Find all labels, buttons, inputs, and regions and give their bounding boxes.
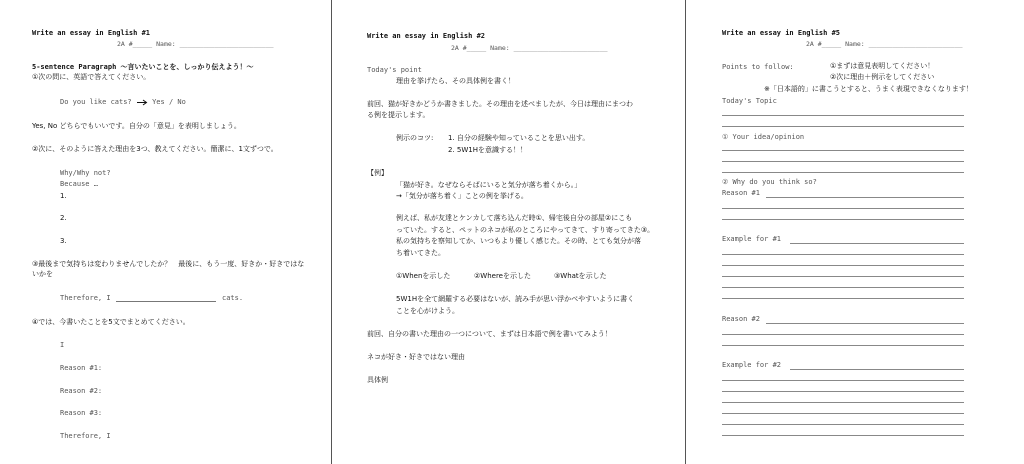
- example-line-2: →「気分が落ち着く」ことの例を挙げる。: [396, 192, 528, 200]
- todays-topic-label: Today's Topic: [722, 97, 777, 105]
- reason-2-label: Reason #2: [722, 315, 760, 323]
- therefore-label: Therefore, I: [60, 294, 111, 302]
- example-line-1: 「猫が好き。なぜならそばにいると気分が落ち着くから。」: [396, 181, 582, 189]
- writing-line[interactable]: [722, 172, 964, 173]
- w1h-note-cont: ことを心がけよう。: [396, 307, 459, 315]
- page-title: Write an essay in English #5: [722, 29, 841, 37]
- class-name-field: 2A #_____ Name: ________________________: [117, 40, 274, 48]
- writing-line[interactable]: [722, 126, 964, 127]
- example-1-label: Example for #1: [722, 235, 782, 243]
- reason-number-1: 1.: [60, 192, 67, 200]
- points-label: Points to follow:: [722, 63, 794, 71]
- what-note: ③Whatを示した: [554, 272, 607, 280]
- writing-line[interactable]: [790, 369, 964, 370]
- page-title: Write an essay in English #2: [367, 32, 486, 40]
- writing-line[interactable]: [722, 254, 964, 255]
- writing-line[interactable]: [722, 298, 964, 299]
- specific-example-label: 具体例: [367, 376, 388, 384]
- reason-label: ネコが好き・好きではない理由: [367, 353, 465, 361]
- summary-i: I: [60, 341, 65, 349]
- todays-point-text: 理由を挙げたら、その具体例を書く！: [396, 77, 515, 85]
- answer-blank-line[interactable]: [116, 301, 216, 302]
- point-1: ①まずは意見表明してください！: [830, 62, 935, 70]
- writing-line[interactable]: [722, 115, 964, 116]
- page-title: Write an essay in English #1: [32, 29, 151, 37]
- class-name-field: 2A #_____ Name: ________________________: [806, 40, 963, 48]
- writing-line[interactable]: [722, 345, 964, 346]
- writing-line[interactable]: [766, 197, 964, 198]
- idea-label: ① Your idea/opinion: [722, 133, 805, 141]
- because-label: Because …: [60, 180, 98, 188]
- where-note: ②Whereを示した: [474, 272, 531, 280]
- worksheet-page-2: [332, 0, 684, 464]
- question-line: [60, 98, 186, 107]
- writing-line[interactable]: [722, 161, 964, 162]
- example-2-label: Example for #2: [722, 361, 782, 369]
- todays-point-label: Today's point: [367, 66, 422, 74]
- tip-1: 1. 自分の経験や知っていることを思い出す。: [448, 134, 590, 142]
- reason-number-2: 2.: [60, 214, 67, 222]
- intro-text: 前回、猫が好きかどうか書きました。その理由を述べましたが、今日は理由にまつわ: [367, 100, 633, 108]
- writing-line[interactable]: [766, 323, 964, 324]
- cats-label: cats.: [222, 294, 244, 302]
- writing-line[interactable]: [790, 243, 964, 244]
- instruction-step-3: ③最後まで気持ちは変わりませんでしたか？ 最後に、もう一度、好きか・好きではな: [32, 260, 305, 268]
- last-time-instruction: 前回、自分の書いた理由の一つについて、まずは日本語で例を書いてみよう！: [367, 330, 612, 338]
- instruction-step-1: ①次の問に、英語で答えてください。: [32, 73, 151, 81]
- instruction-step-3-cont: いかを: [32, 270, 53, 278]
- arrow-right-icon: [136, 99, 148, 106]
- writing-line[interactable]: [722, 435, 964, 436]
- point-note: ※「日本語的」に書こうとすると、うまく表現できなくなります！: [764, 85, 973, 93]
- worksheet-page-3: [686, 0, 1024, 464]
- reason-1-label: Reason #1: [722, 189, 760, 197]
- reason-number-3: 3.: [60, 237, 67, 245]
- intro-text-cont: る例を提示します。: [367, 111, 430, 119]
- writing-line[interactable]: [722, 402, 964, 403]
- writing-line[interactable]: [722, 424, 964, 425]
- example-line-6: ち着いてきた。: [396, 249, 445, 257]
- worksheet-page-1: [0, 0, 330, 464]
- question-text: Do you like cats?: [60, 98, 132, 106]
- tip-2: 2. 5W1Hを意識する！！: [448, 146, 527, 154]
- instruction-step-2: ②次に、そのように答えた理由を3つ、教えてください。簡潔に、1文ずつで。: [32, 145, 278, 153]
- writing-line[interactable]: [722, 391, 964, 392]
- w1h-note: 5W1Hを全て網羅する必要はないが、読み手が思い浮かべやすいように書く: [396, 295, 635, 303]
- writing-line[interactable]: [722, 150, 964, 151]
- section-heading: 5-sentence Paragraph 〜言いたいことを、しっかり伝えよう！〜: [32, 63, 254, 71]
- writing-line[interactable]: [722, 208, 964, 209]
- tips-label: 例示のコツ:: [396, 134, 434, 142]
- summary-reason-3: Reason #3:: [60, 409, 103, 417]
- example-line-5: 私の気持ちを察知してか、いつもより優しく感じた。その時、とても気分が落: [396, 237, 641, 245]
- summary-therefore: Therefore, I: [60, 432, 111, 440]
- example-line-4: っていた。すると、ペットのネコが私のところにやってきて、すり寄ってきた③。: [396, 226, 655, 234]
- writing-line[interactable]: [722, 334, 964, 335]
- answer-choice: Yes / No: [152, 98, 186, 106]
- summary-reason-1: Reason #1:: [60, 364, 103, 372]
- example-line-3: 例えば、私が友達とケンカして落ち込んだ時①、帰宅後自分の部屋②にこも: [396, 214, 633, 222]
- note-yes-no: Yes, No どちらでもいいです。自分の「意見」を表明しましょう。: [32, 122, 241, 130]
- instruction-step-4: ④では、今書いたことを5文でまとめてください。: [32, 318, 190, 326]
- example-label: 【例】: [367, 169, 388, 177]
- when-note: ①Whenを示した: [396, 272, 451, 280]
- writing-line[interactable]: [722, 413, 964, 414]
- point-2: ②次に理由＋例示をしてください: [830, 73, 935, 81]
- why-label: Why/Why not?: [60, 169, 111, 177]
- writing-line[interactable]: [722, 276, 964, 277]
- class-name-field: 2A #_____ Name: ________________________: [451, 44, 608, 52]
- writing-line[interactable]: [722, 219, 964, 220]
- why-label: ② Why do you think so?: [722, 178, 817, 186]
- writing-line[interactable]: [722, 380, 964, 381]
- summary-reason-2: Reason #2:: [60, 387, 103, 395]
- writing-line[interactable]: [722, 265, 964, 266]
- writing-line[interactable]: [722, 287, 964, 288]
